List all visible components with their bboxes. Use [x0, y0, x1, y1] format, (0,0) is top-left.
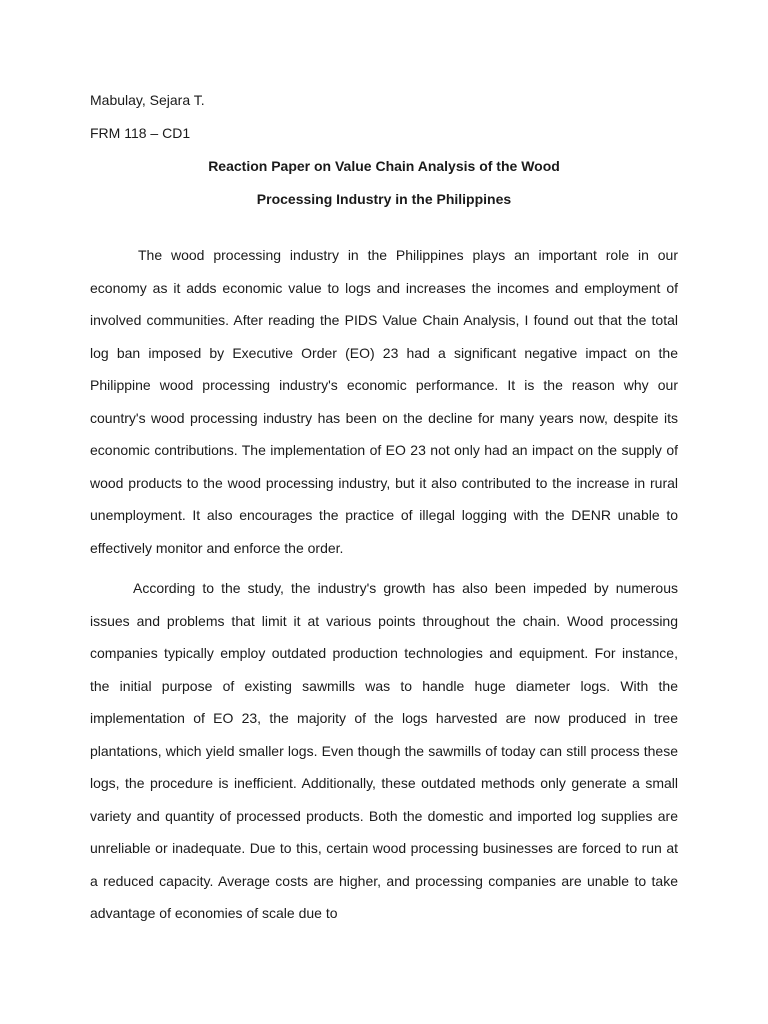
- document-body: [90, 90, 678, 938]
- title-line-2: Processing Industry in the Philippines: [256, 191, 512, 207]
- title-line-1: Reaction Paper on Value Chain Analysis of the Wood: [208, 158, 560, 174]
- paper-title: [90, 156, 678, 209]
- paragraph-1: The wood processing industry in the Philippines plays an important role in our economy as it adds economic value to logs and increases the incomes and employment of involved communities. After reading the PIDS Value Chain Analysis, I found out that the total log ban imposed by Executive Order (EO) 23 had a significant negative impact on the Philippine wood processing industry's economic performance. It is the reason why our country's wood processing industry has been on the decline for many years now, despite its economic contributions. The implementation of EO 23 not only had an impact on the supply of wood products to the wood processing industry, but it also contributed to the increase in rural unemployment. It also encourages the practice of illegal logging with the DENR unable to effectively monitor and enforce the order.: [90, 247, 678, 556]
- paragraph-2: According to the study, the industry's growth has also been impeded by numerous issues and problems that limit it at various points throughout the chain. Wood processing companies typically employ outdated production technologies and equipment. For instance, the initial purpose of existing sawmills was to handle huge diameter logs. With the implementation of EO 23, the majority of the logs harvested are now produced in tree plantations, which yield smaller logs. Even though the sawmills of today can still process these logs, the procedure is inefficient. Additionally, these outdated methods only generate a small variety and quantity of processed products. Both the domestic and imported log supplies are unreliable or inadequate. Due to this, certain wood processing businesses are forced to run at a reduced capacity. Average costs are higher, and processing companies are unable to take advantage of economies of scale due to: [90, 580, 678, 921]
- course-code: FRM 118 – CD1: [90, 125, 191, 141]
- author-name: Mabulay, Sejara T.: [90, 92, 205, 108]
